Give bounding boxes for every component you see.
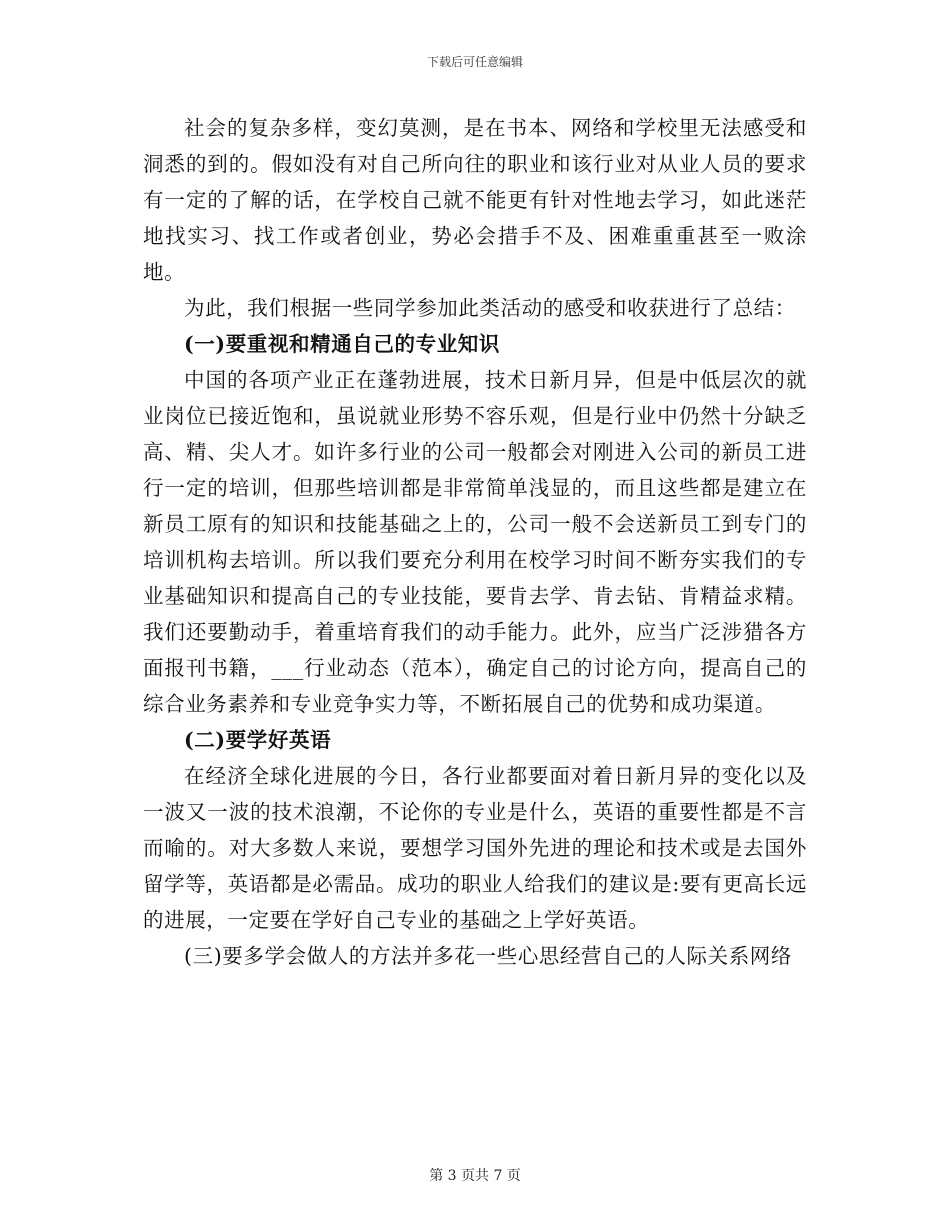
paragraph-english: 在经济全球化进展的今日，各行业都要面对着日新月异的变化以及一波又一波的技术浪潮，不论你的专业是什么，英语的重要性都是不言而喻的。对大多数人来说，要想学习国外先进的理论和技术或是去国外留学等，英语都是必需品。成功的职业人给我们的建议是:要有更高长远的进展，一定要在学好自己专业的基础之上学好英语。 — [143, 764, 807, 932]
section-heading-2: (二)要学好英语 — [184, 728, 332, 752]
document-body — [143, 110, 807, 974]
paragraph-society: 社会的复杂多样，变幻莫测，是在书本、网络和学校里无法感受和洞悉的到的。假如没有对自己所向往的职业和该行业对从业人员的要求有一定的了解的话，在学校自己就不能更有针对性地去学习，如此迷茫地找实习、找工作或者创业，势必会措手不及、困难重重甚至一败涂地。 — [143, 116, 807, 284]
section-heading-1: (一)要重视和精通自己的专业知识 — [184, 332, 500, 356]
page-header: 下载后可任意编辑 — [426, 55, 523, 69]
section-heading-3: (三)要多学会做人的方法并多花一些心思经营自己的人际关系网络 — [184, 944, 792, 968]
page-number-footer: 第 3 页共 7 页 — [429, 1168, 521, 1184]
paragraph-professional-knowledge: 中国的各项产业正在蓬勃进展，技术日新月异，但是中低层次的就业岗位已接近饱和，虽说就业形势不容乐观，但是行业中仍然十分缺乏高、精、尖人才。如许多行业的公司一般都会对刚进入公司的新员工进行一定的培训，但那些培训都是非常简单浅显的，而且这些都是建立在新员工原有的知识和技能基础之上的，公司一般不会送新员工到专门的培训机构去培训。所以我们要充分利用在校学习时间不断夯实我们的专业基础知识和提高自己的专业技能，要肯去学、肯去钻、肯精益求精。我们还要勤动手，着重培育我们的动手能力。此外，应当广泛涉猎各方面报刊书籍，___行业动态（范本），确定自己的讨论方向，提高自己的综合业务素养和专业竞争实力等，不断拓展自己的优势和成功渠道。 — [143, 368, 807, 716]
paragraph-summary-intro: 为此，我们根据一些同学参加此类活动的感受和收获进行了总结： — [184, 296, 796, 320]
